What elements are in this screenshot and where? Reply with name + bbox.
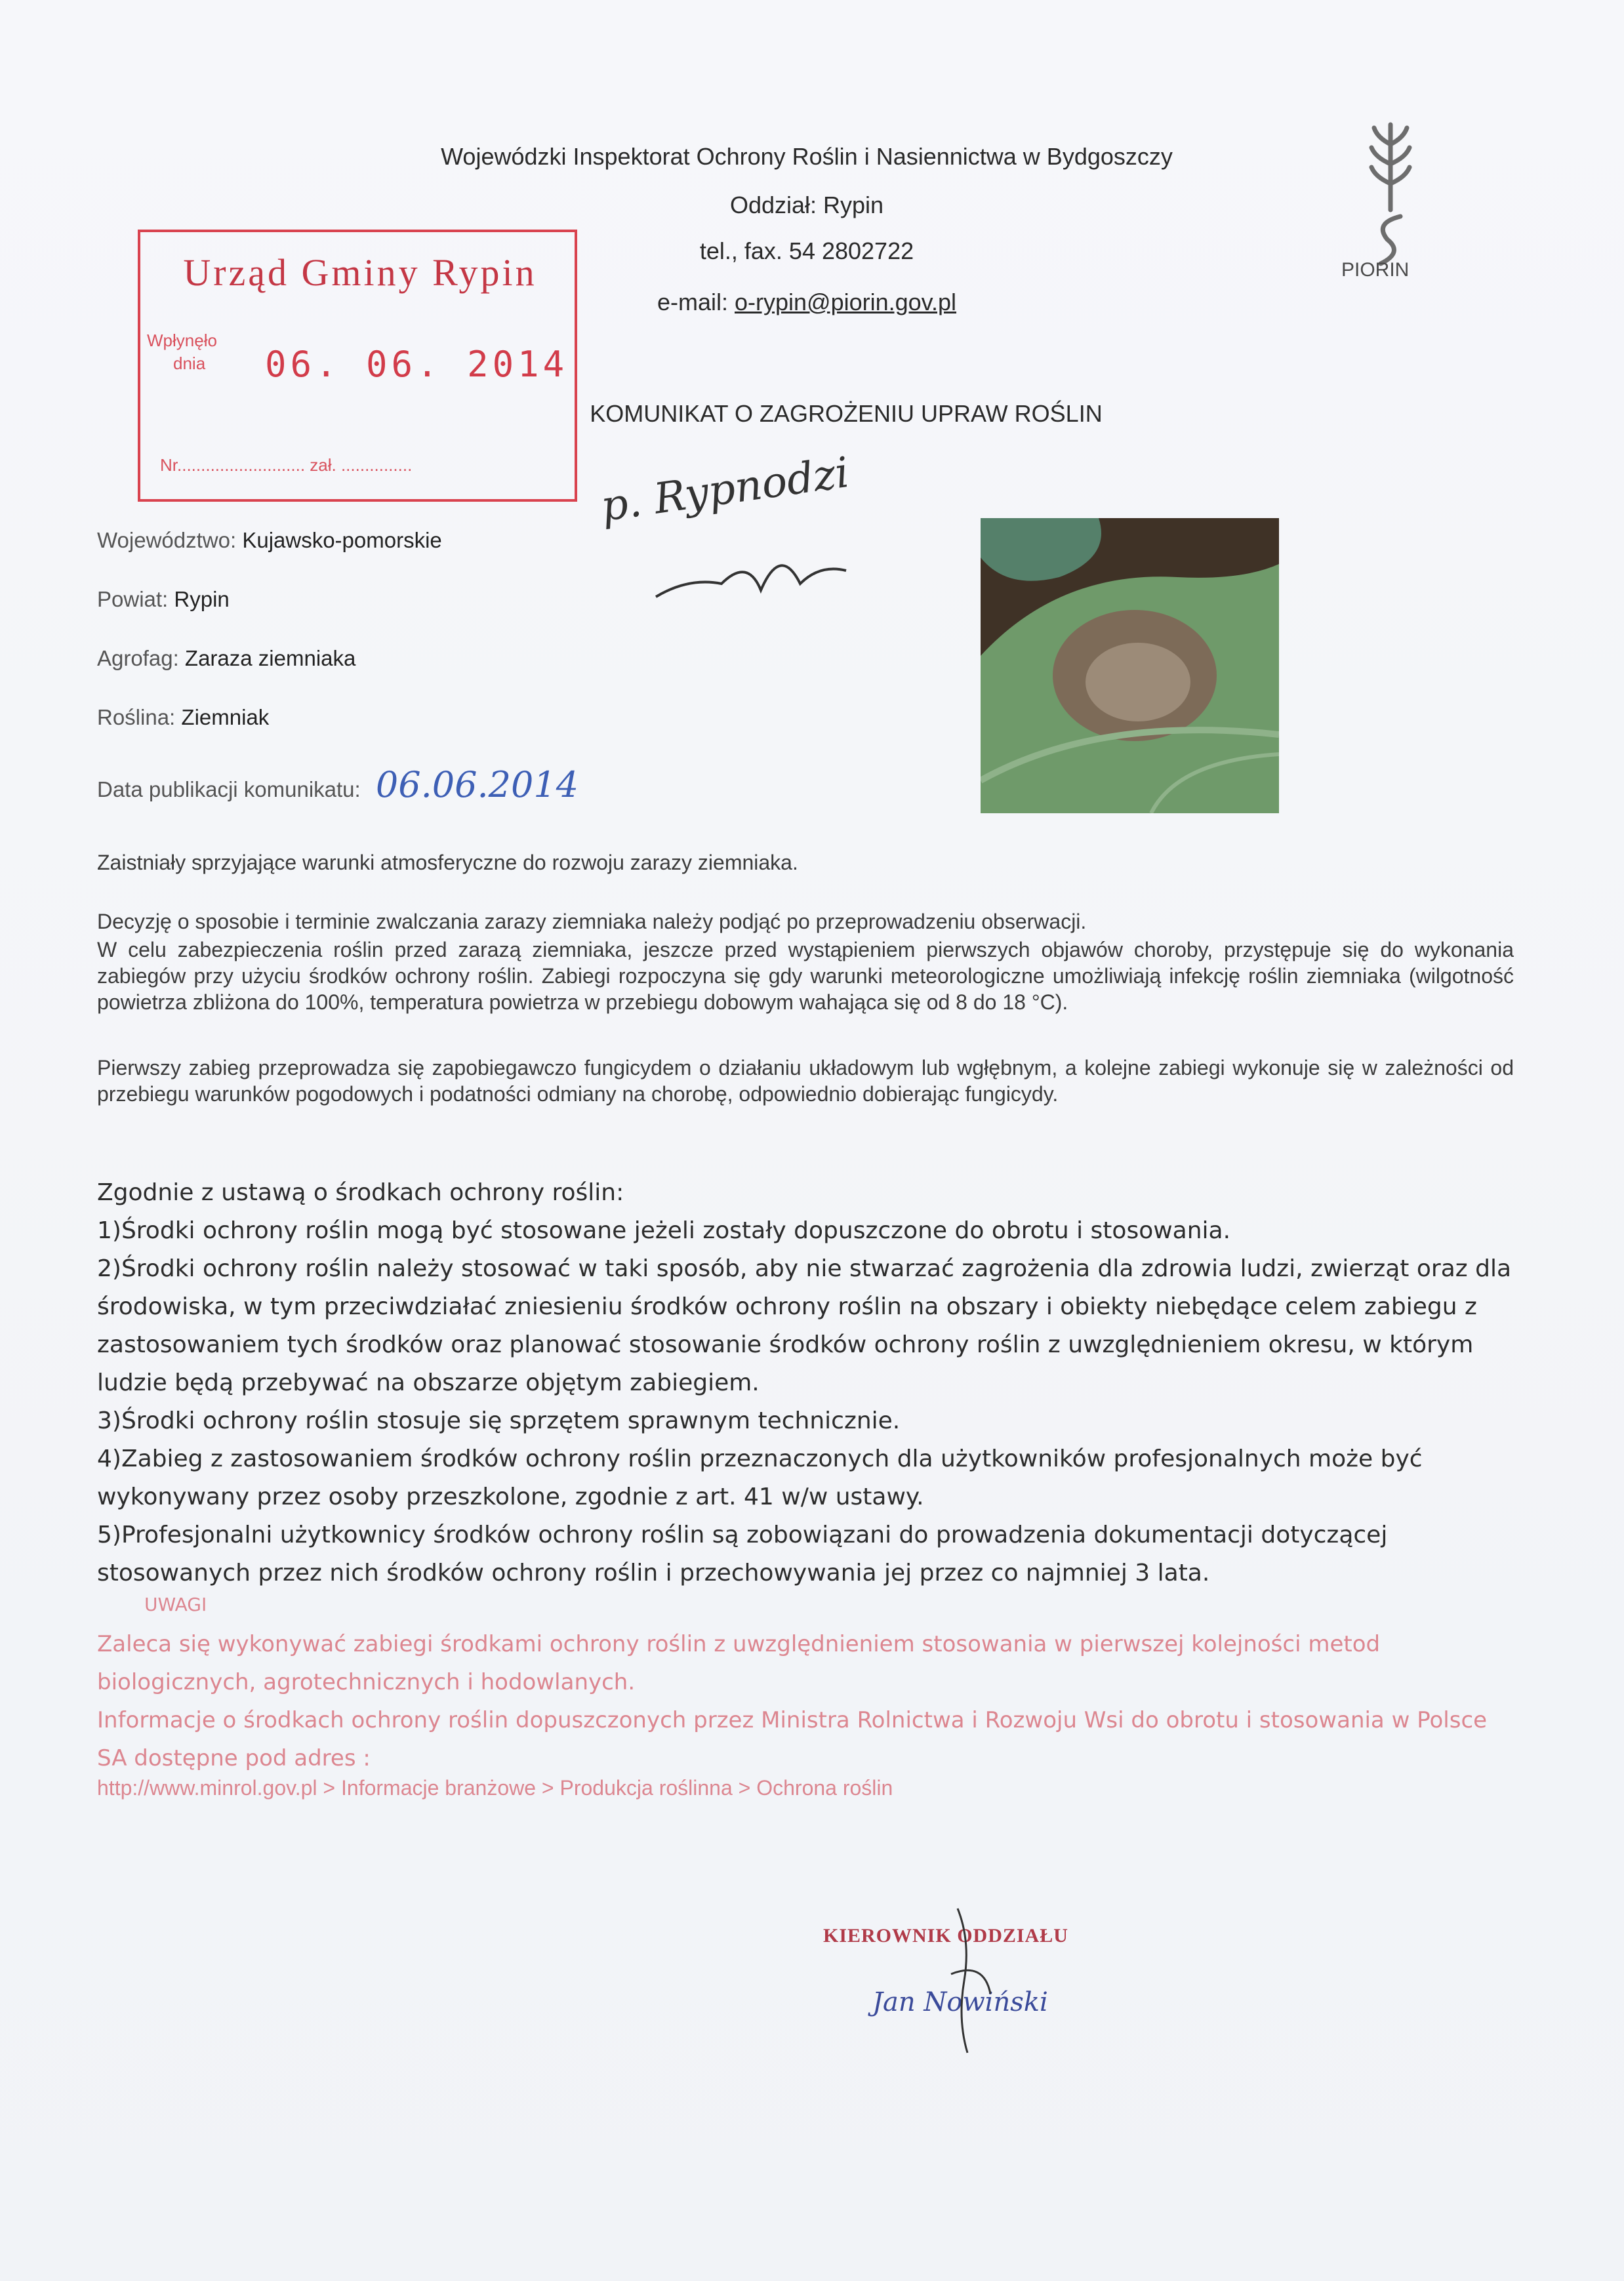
paragraph-first-treatment: Pierwszy zabieg przeprowadza się zapobiegawczo fungicydem o działaniu układowym lub wgłębnym, a kolejne zabiegi wykonuje się w zależności od przebiegu warunków pogodowych i podatności odmiany na chorobę, odpowiednio dobierając fungicydy. [97, 1056, 1514, 1106]
pest-label: Agrofag: [97, 646, 179, 670]
voivodeship-label: Województwo: [97, 528, 237, 552]
potato-leaf-blight-photo [981, 518, 1279, 813]
paragraph-conditions: Zaistniały sprzyjające warunki atmosferyczne do rozwoju zarazy ziemniaka. [97, 851, 798, 874]
publication-date-value: 06.06.2014 [375, 764, 579, 805]
wheat-icon [1348, 118, 1433, 269]
stamp-date: 06. 06. 2014 [265, 344, 569, 385]
county-value: Rypin [174, 587, 230, 611]
stamp-number-line: Nr........................... zał. ............... [160, 455, 413, 475]
notice-link[interactable]: http://www.minrol.gov.pl > Informacje branżowe > Produkcja roślinna > Ochrona roślin [97, 1776, 893, 1800]
paragraph-decision: Decyzję o sposobie i terminie zwalczania zarazy ziemniaka należy podjąć po przeprowadzeniu obserwacji. [97, 910, 1087, 933]
branch-name: Oddział: Rypin [729, 192, 884, 218]
plant-value: Ziemniak [181, 705, 270, 729]
field-publication-date [97, 764, 579, 805]
piorin-logo-text: PIORIN [1341, 259, 1410, 281]
notice-recommendation: Zaleca się wykonywać zabiegi środkami ochrony roślin z uwzględnieniem stosowania w pierwszej kolejności metod biologicznych, agrotechnicznych i hodowlanych. [97, 1631, 1381, 1695]
handwritten-note: p. Rypnodzi [598, 448, 853, 532]
email-label: e-mail: [657, 289, 735, 315]
stamp-date-label: dnia [173, 353, 206, 373]
registry-stamp [138, 230, 577, 502]
field-county [97, 587, 230, 612]
phone-fax: tel., fax. 54 2802722 [699, 237, 914, 264]
field-voivodeship [97, 528, 442, 553]
email-link[interactable]: o-rypin@piorin.gov.pl [735, 289, 957, 315]
voivodeship-value: Kujawsko-pomorskie [242, 528, 442, 552]
signature-role: KIEROWNIK ODDZIAŁU [823, 1925, 1068, 1947]
notice-information: Informacje o środkach ochrony roślin dopuszczonych przez Ministra Rolnictwa i Rozwoju Wsi do obrotu i stosowania w Polsce SA dostępne pod adres : [97, 1707, 1488, 1771]
paragraph-protection: W celu zabezpieczenia roślin przed zarazą ziemniaka, jeszcze przed wystąpieniem pierwszych objawów choroby, przystępuje się do wykonania zabiegów przy użyciu środków ochrony roślin. Zabiegi rozpoczyna się gdy warunki meteorologiczne umożliwiają infekcję roślin ziemniaka (wilgotność powietrza zbliżona do 100%, temperatura powietrza w przebiegu dobowym wahająca się od 8 do 18 °C). [97, 938, 1514, 1014]
piorin-logo [1341, 118, 1433, 295]
notice-heading: UWAGI [144, 1594, 207, 1615]
stamp-received-label: Wpłynęło [147, 331, 217, 350]
handwritten-scribble [649, 518, 872, 616]
county-label: Powiat: [97, 587, 169, 611]
stamp-title: Urząd Gminy Rypin [183, 251, 537, 294]
law-item: 5)Profesjonalni użytkownicy środków ochrony roślin są zobowiązani do prowadzenia dokumentacji dotyczącej stosowanych przez nich środków ochrony roślin i przechowywania jej przez co najmniej 3 lata. [97, 1522, 1388, 1586]
law-item: 1)Środki ochrony roślin mogą być stosowane jeżeli zostały dopuszczone do obrotu i stosowania. [97, 1217, 1231, 1244]
field-plant [97, 705, 269, 730]
law-intro: Zgodnie z ustawą o środkach ochrony roślin: [97, 1179, 624, 1206]
page-title: KOMUNIKAT O ZAGROŻENIU UPRAW ROŚLIN [590, 400, 1103, 427]
institution-name: Wojewódzki Inspektorat Ochrony Roślin i Nasiennictwa w Bydgoszczy [441, 143, 1173, 170]
publication-date-label: Data publikacji komunikatu: [97, 777, 361, 801]
law-section [97, 1174, 1527, 1592]
signature-name: Jan Nowiński [872, 1987, 1048, 2017]
field-pest [97, 646, 355, 671]
plant-label: Roślina: [97, 705, 176, 729]
law-item: 3)Środki ochrony roślin stosuje się sprzętem sprawnym technicznie. [97, 1407, 901, 1434]
law-item: 4)Zabieg z zastosowaniem środków ochrony roślin przeznaczonych dla użytkowników profesjonalnych może być wykonywany przez osoby przeszkolone, zgodnie z art. 41 w/w ustawy. [97, 1445, 1423, 1510]
signature-scribble [912, 1902, 1017, 2059]
law-item: 2)Środki ochrony roślin należy stosować w taki sposób, aby nie stwarzać zagrożenia dla zdrowia ludzi, zwierząt oraz dla środowiska, w tym przeciwdziałać zniesieniu środków ochrony roślin na obszary i obiekty niebędące celem zabiegu z zastosowaniem tych środków oraz planować stosowanie środków ochrony roślin z uwzględnieniem okresu, w którym ludzie będą przebywać na obszarze objętym zabiegiem. [97, 1255, 1512, 1396]
leaf-photo [981, 518, 1279, 813]
pest-value: Zaraza ziemniaka [184, 646, 356, 670]
